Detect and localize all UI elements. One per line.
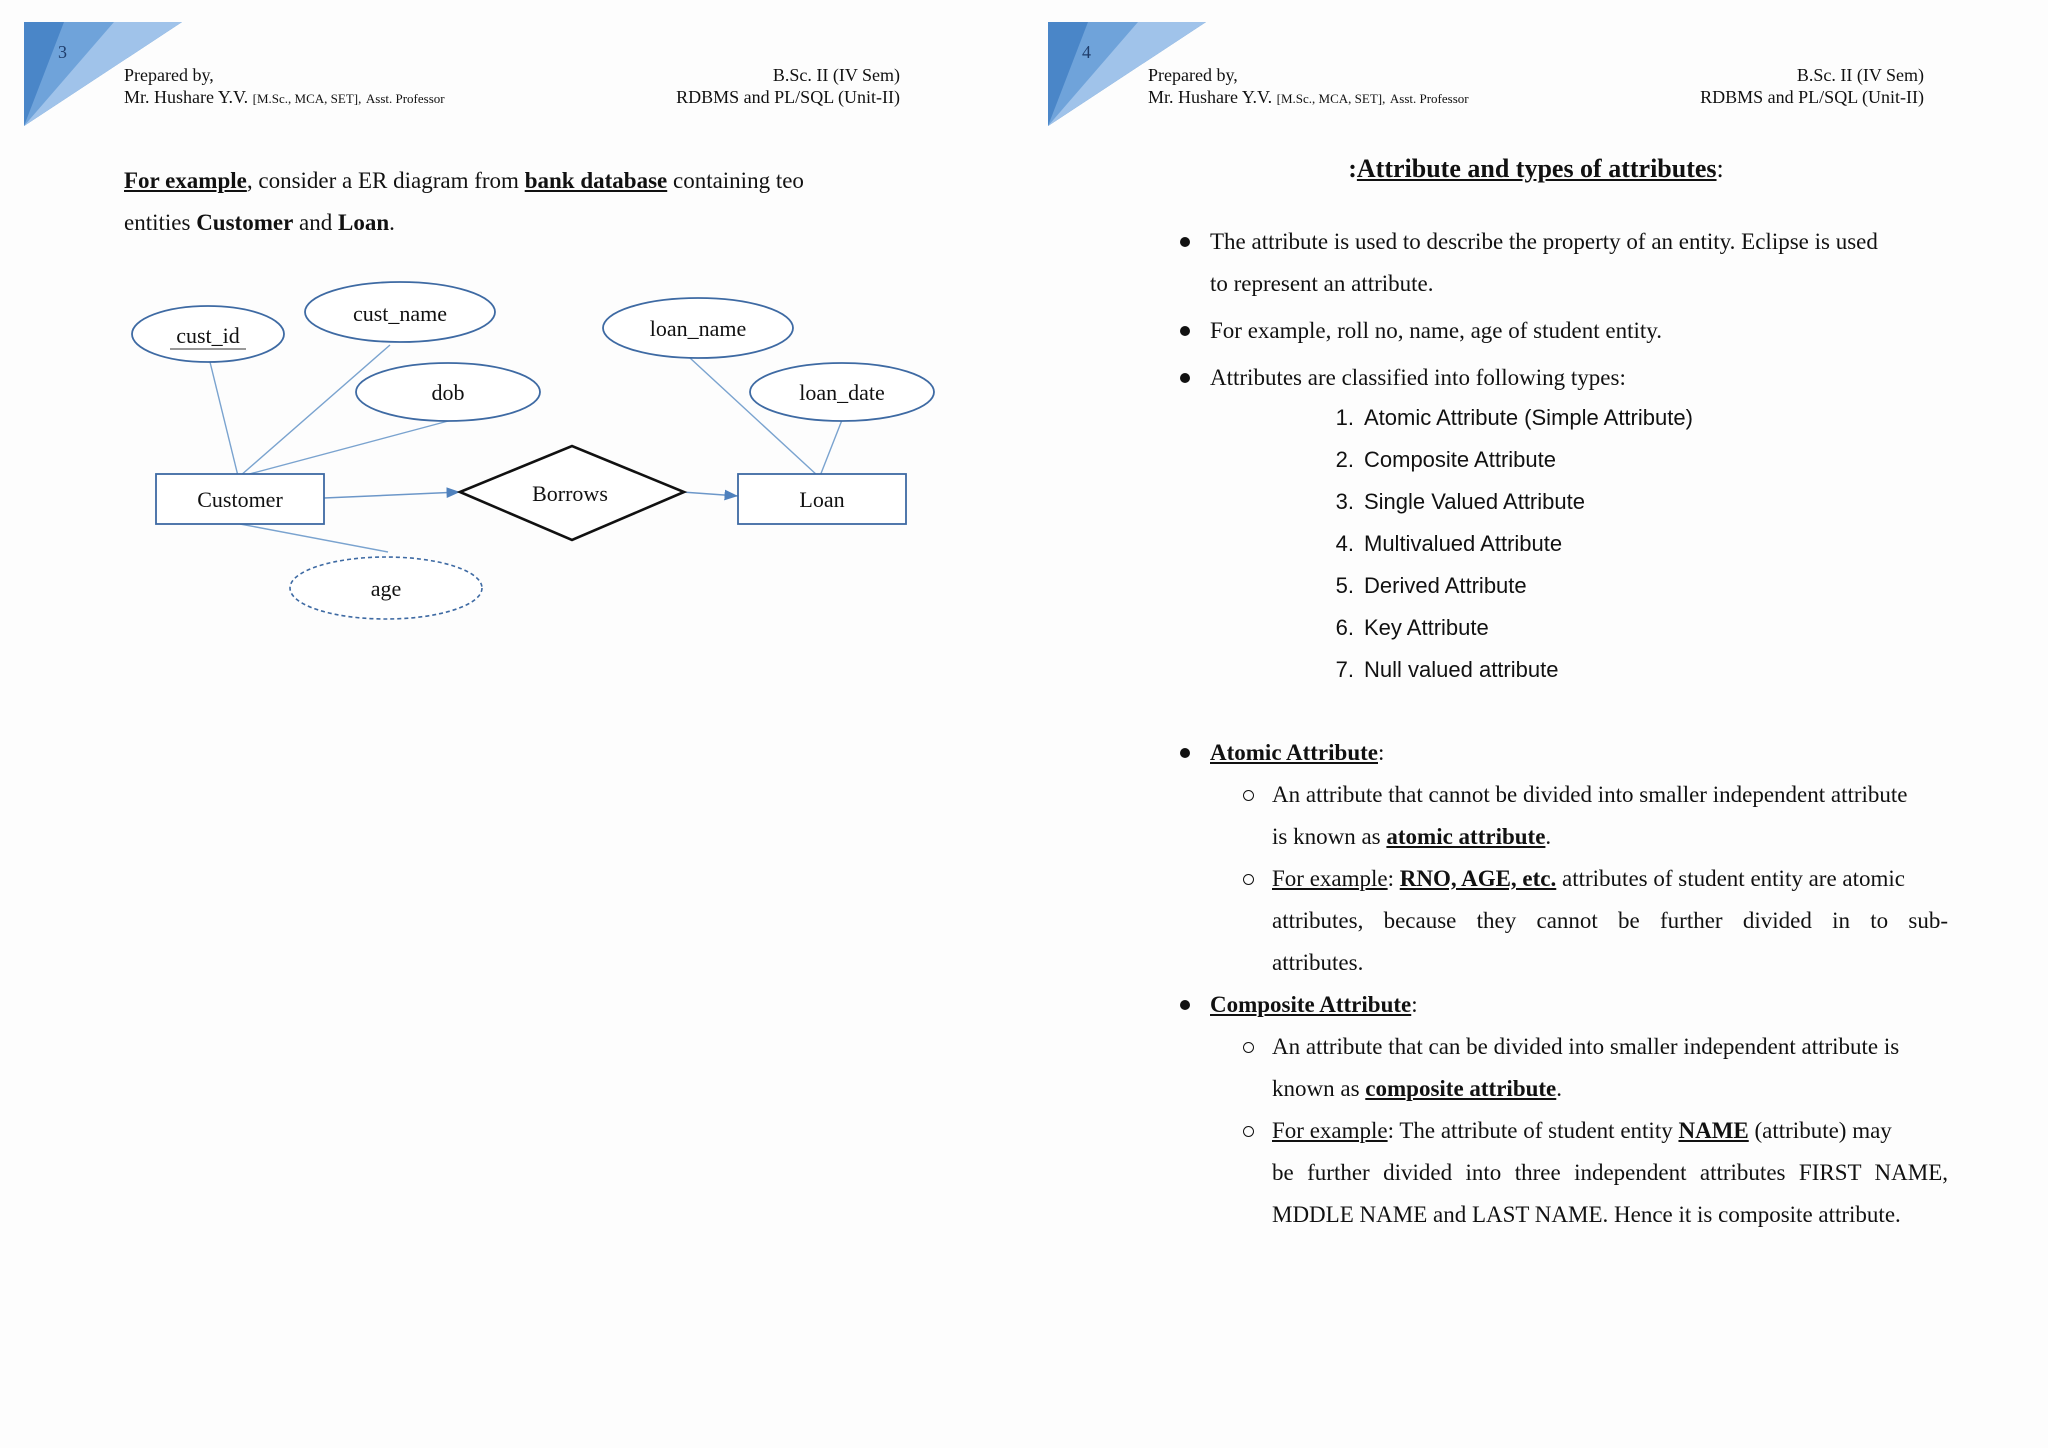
list-number: 3.: [1335, 489, 1354, 514]
type-item: Composite Attribute: [1364, 447, 1556, 472]
bullet-example: For example, roll no, name, age of student entity.: [1210, 318, 1663, 343]
author-line: Mr. Hushare Y.V. [M.Sc., MCA, SET], Asst. Professor: [124, 87, 445, 107]
attr-age-label: age: [370, 576, 402, 601]
sub-bullet: [1243, 790, 1254, 801]
bullet-dot: [1180, 1000, 1190, 1010]
entity-loan-label: Loan: [799, 487, 845, 512]
prepared-by: Prepared by,: [1148, 65, 1238, 85]
type-item: Single Valued Attribute: [1364, 489, 1585, 514]
type-item: Null valued attribute: [1364, 657, 1559, 682]
course-label: B.Sc. II (IV Sem): [772, 65, 900, 85]
type-item: Key Attribute: [1364, 615, 1489, 640]
sub-bullet: [1243, 874, 1254, 885]
intro-paragraph: For example, consider a ER diagram from bank database containing teo entities Customer and Loan.: [124, 168, 804, 235]
attr-loan-date-label: loan_date: [799, 380, 885, 405]
attr-loan-name-label: loan_name: [649, 316, 747, 341]
bullet-dot: [1180, 326, 1190, 336]
composite-definition: An attribute that can be divided into smaller independent attribute is known as composite attribute.: [1272, 1034, 1900, 1101]
page-number: 3: [58, 42, 67, 62]
attr-dob-label: dob: [431, 380, 465, 405]
course-label: B.Sc. II (IV Sem): [1796, 65, 1924, 85]
bullet-dot: [1180, 373, 1190, 383]
atomic-heading: Atomic Attribute:: [1210, 740, 1385, 765]
attr-cust-name-label: cust_name: [352, 301, 448, 326]
header-author-block: [1148, 64, 1469, 110]
type-item: Derived Attribute: [1364, 573, 1527, 598]
composite-heading: Composite Attribute:: [1210, 992, 1418, 1017]
composite-example: For example: The attribute of student entity NAME (attribute) may be further divided into three independent attributes FIRST NAME, MDDLE NAME and LAST NAME. Hence it is composite attribute.: [1272, 1118, 1948, 1227]
subject-label: RDBMS and PL/SQL (Unit-II): [676, 87, 900, 107]
atomic-definition: An attribute that cannot be divided into smaller independent attribute is known as atomic attribute.: [1272, 782, 1908, 849]
type-item: Multivalued Attribute: [1364, 531, 1563, 556]
list-number: 4.: [1335, 531, 1354, 556]
type-item: Atomic Attribute (Simple Attribute): [1364, 405, 1693, 430]
bullet-definition: The attribute is used to describe the property of an entity. Eclipse is used to represent an attribute.: [1210, 229, 1878, 296]
er-diagram: [0, 0, 1024, 700]
page-number: 4: [1082, 42, 1091, 62]
sub-bullet: [1243, 1126, 1254, 1137]
bullet-dot: [1180, 748, 1190, 758]
author-line: Mr. Hushare Y.V. [M.Sc., MCA, SET], Asst. Professor: [1148, 87, 1469, 107]
list-number: 5.: [1335, 573, 1354, 598]
attr-cust-id-label: cust_id: [176, 323, 240, 348]
atomic-example: For example: RNO, AGE, etc. attributes of student entity are atomic attributes, because they cannot be further divided in to sub- attributes.: [1272, 866, 1948, 975]
relationship-borrows-label: Borrows: [532, 481, 608, 506]
list-number: 2.: [1335, 447, 1354, 472]
section-title: :Attribute and types of attributes:: [1348, 154, 1724, 183]
bullet-classification: Attributes are classified into following types:: [1210, 365, 1626, 390]
list-number: 7.: [1335, 657, 1354, 682]
entity-customer-label: Customer: [197, 487, 283, 512]
subject-label: RDBMS and PL/SQL (Unit-II): [1700, 87, 1924, 107]
prepared-by: Prepared by,: [124, 65, 214, 85]
sub-bullet: [1243, 1042, 1254, 1053]
list-number: 1.: [1335, 405, 1354, 430]
right-page: [1024, 0, 2048, 1448]
header-course-block: [1700, 64, 1924, 108]
list-number: 6.: [1335, 615, 1354, 640]
bullet-dot: [1180, 237, 1190, 247]
